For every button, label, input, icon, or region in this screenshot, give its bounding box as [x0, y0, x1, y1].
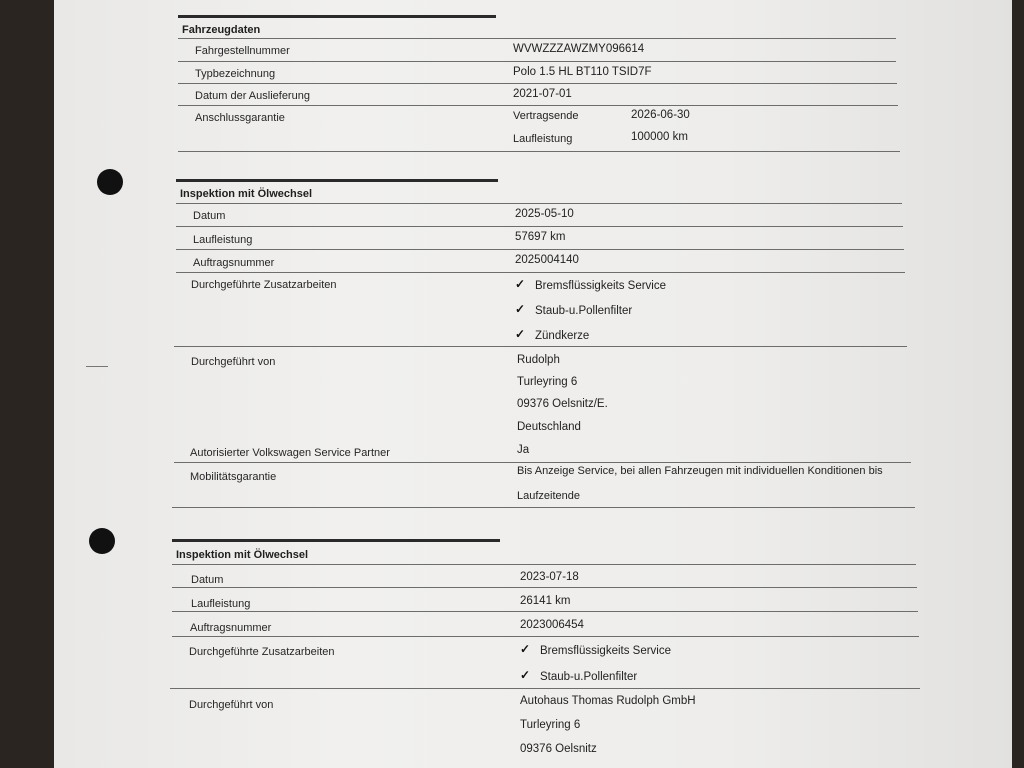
value-zusatzarbeit: Staub-u.Pollenfilter [540, 671, 638, 683]
row-divider [170, 688, 920, 689]
check-icon: ✓ [520, 642, 531, 656]
punch-hole [97, 169, 123, 195]
label-typbezeichnung: Typbezeichnung [195, 68, 276, 80]
value-mobilitaetsgarantie: Bis Anzeige Service, bei allen Fahrzeugen mit individuellen Konditionen bis [517, 465, 883, 477]
value-adresse-ort: 09376 Oelsnitz/E. [517, 398, 608, 410]
fold-mark [86, 366, 108, 367]
value-datum: 2023-07-18 [520, 571, 579, 583]
label-laufleistung: Laufleistung [193, 234, 253, 246]
section-title: Inspektion mit Ölwechsel [180, 188, 313, 200]
label-durchgefuehrt-von: Durchgeführt von [189, 699, 274, 711]
value-adresse-ort: 09376 Oelsnitz [520, 743, 597, 755]
row-divider [178, 105, 898, 106]
section-rule [172, 539, 500, 542]
section-title: Inspektion mit Ölwechsel [176, 549, 309, 561]
row-divider [178, 83, 897, 84]
row-divider [176, 272, 905, 273]
value-auslieferung: 2021-07-01 [513, 88, 572, 100]
value-mobilitaetsgarantie-cont: Laufzeitende [517, 490, 580, 502]
value-zusatzarbeit: Bremsflüssigkeits Service [535, 280, 667, 292]
row-divider [176, 226, 903, 227]
value-typbezeichnung: Polo 1.5 HL BT110 TSID7F [513, 66, 652, 78]
label-durchgefuehrt-von: Durchgeführt von [191, 356, 276, 368]
value-service-partner: Ja [517, 444, 530, 456]
value-durchgefuehrt-von: Autohaus Thomas Rudolph GmbH [520, 695, 696, 707]
value-vertragsende: 2026-06-30 [631, 109, 690, 121]
punch-hole [89, 528, 115, 554]
row-divider [178, 38, 896, 39]
label-service-partner: Autorisierter Volkswagen Service Partner [190, 447, 390, 459]
value-auftragsnummer: 2023006454 [520, 619, 584, 631]
row-divider [176, 249, 904, 250]
value-zusatzarbeit: Zündkerze [535, 330, 590, 342]
row-divider [172, 564, 916, 565]
row-divider [178, 61, 896, 62]
value-zusatzarbeit: Bremsflüssigkeits Service [540, 645, 672, 657]
label-zusatzarbeiten: Durchgeführte Zusatzarbeiten [189, 646, 335, 658]
value-auftragsnummer: 2025004140 [515, 254, 579, 266]
value-fahrgestellnummer: WVWZZZAWZMY096614 [513, 43, 645, 55]
label-auftragsnummer: Auftragsnummer [190, 622, 272, 634]
section-title: Fahrzeugdaten [182, 24, 261, 36]
check-icon: ✓ [515, 302, 526, 316]
value-adresse-strasse: Turleyring 6 [520, 719, 581, 731]
value-adresse-strasse: Turleyring 6 [517, 376, 578, 388]
check-icon: ✓ [520, 668, 531, 682]
label-mobilitaetsgarantie: Mobilitätsgarantie [190, 471, 277, 483]
row-divider [178, 151, 900, 152]
label-zusatzarbeiten: Durchgeführte Zusatzarbeiten [191, 279, 337, 291]
value-laufleistung: 57697 km [515, 231, 566, 243]
row-divider [176, 203, 902, 204]
label-vertragsende: Vertragsende [513, 110, 579, 122]
document-page [54, 0, 1012, 768]
label-datum: Datum [191, 574, 224, 586]
label-fahrgestellnummer: Fahrgestellnummer [195, 45, 290, 57]
value-adresse-land: Deutschland [517, 421, 581, 433]
section-rule [178, 15, 496, 18]
label-laufleistung: Laufleistung [191, 598, 251, 610]
row-divider [172, 507, 915, 508]
value-durchgefuehrt-von: Rudolph [517, 354, 560, 366]
label-auftragsnummer: Auftragsnummer [193, 257, 275, 269]
value-datum: 2025-05-10 [515, 208, 574, 220]
label-anschlussgarantie: Anschlussgarantie [195, 112, 285, 124]
value-laufleistung-garantie: 100000 km [631, 131, 688, 143]
value-zusatzarbeit: Staub-u.Pollenfilter [535, 305, 633, 317]
label-laufleistung-garantie: Laufleistung [513, 133, 573, 145]
label-auslieferung: Datum der Auslieferung [195, 90, 310, 102]
section-rule [176, 179, 498, 182]
row-divider [174, 462, 911, 463]
row-divider [174, 346, 907, 347]
row-divider [172, 636, 919, 637]
row-divider [172, 587, 917, 588]
label-datum: Datum [193, 210, 226, 222]
check-icon: ✓ [515, 277, 526, 291]
value-laufleistung: 26141 km [520, 595, 571, 607]
row-divider [172, 611, 918, 612]
check-icon: ✓ [515, 327, 526, 341]
